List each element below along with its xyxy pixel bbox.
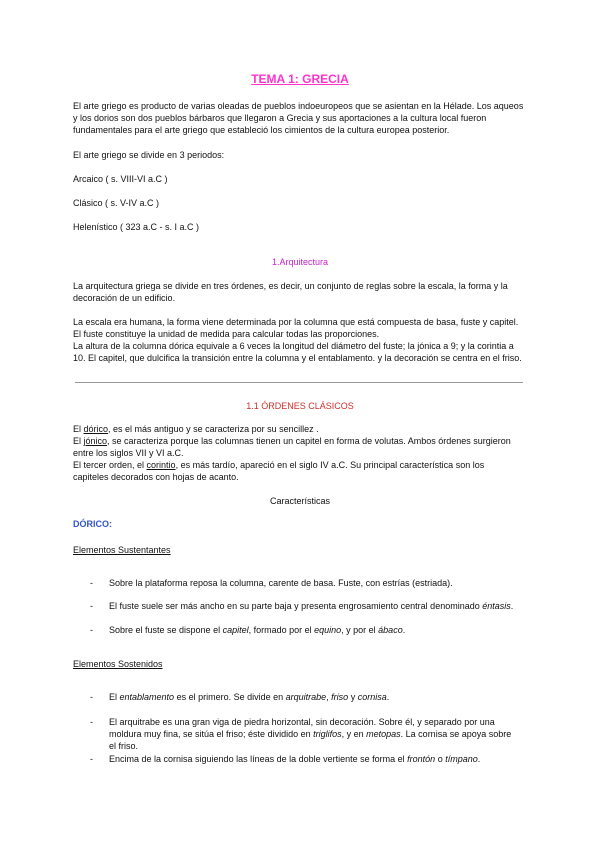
- arq-p2-line-3: La altura de la columna dórica equivale a 6 veces la longitud del diámetro del fuste; la jónica a 9; y la corintia a: [73, 341, 514, 351]
- caracteristicas-heading: Características: [269, 496, 331, 506]
- term-arquitrabe: arquitrabe: [285, 692, 327, 702]
- text-fragment: , formado por el: [248, 625, 315, 635]
- bullet-marker: -: [90, 717, 93, 727]
- term-entablamento: entablamento: [119, 692, 175, 702]
- term-metopas: metopas: [366, 729, 401, 739]
- term-corintio: corintio: [146, 460, 176, 470]
- sustentantes-item-1: Sobre la plataforma reposa la columna, carente de basa. Fuste, con estrías (estriada).: [109, 578, 453, 588]
- sostenidos-item-1: [109, 692, 389, 703]
- arq-p2-line-1: La escala era humana, la forma viene determinada por la columna que está compuesta de basa, fuste y capitel.: [73, 317, 519, 327]
- text-fragment: y: [348, 692, 358, 702]
- sustentantes-item-2: [109, 601, 513, 612]
- ordenes-line-1: [73, 424, 319, 435]
- ordenes-line-3: entre los siglos VII y VI a.C.: [73, 448, 184, 458]
- bullet-marker: -: [90, 625, 93, 635]
- text-fragment: , y por el: [341, 625, 379, 635]
- text-fragment: o: [435, 754, 446, 764]
- term-equino: equino: [314, 625, 342, 635]
- ordenes-line-5: capiteles decorados con hojas de acanto.: [73, 472, 239, 482]
- text-fragment: es el primero. Se divide en: [174, 692, 286, 702]
- doric-heading: DÓRICO:: [73, 519, 112, 529]
- text-fragment: .: [477, 754, 481, 764]
- sustentantes-heading: Elementos Sustentantes: [73, 545, 171, 555]
- term-dorico: dórico: [83, 424, 109, 434]
- section-heading-ordenes: 1.1 ÓRDENES CLÁSICOS: [246, 401, 354, 411]
- text-fragment: Sobre el fuste se dispone el: [109, 625, 223, 635]
- term-jonico: jónico: [83, 436, 108, 446]
- term-cornisa: cornisa: [357, 692, 387, 702]
- period-arcaico: Arcaico ( s. VIII-VI a.C ): [73, 174, 168, 184]
- sostenidos-item-2-line-1: El arquitrabe es una gran viga de piedra horizontal, sin decoración. Sobre él, y separado por una: [109, 717, 495, 727]
- text-fragment: El tercer orden, el: [73, 460, 147, 470]
- text-fragment: , y en: [341, 729, 367, 739]
- periods-intro: El arte griego se divide en 3 periodos:: [73, 150, 225, 160]
- term-triglifos: triglifos: [313, 729, 342, 739]
- ordenes-line-4: [73, 460, 484, 471]
- intro-line-1: El arte griego es producto de varias oleadas de pueblos indoeuropeos que se asientan en la Hélade. Los aqueos: [73, 101, 524, 111]
- period-helenistico: Helenístico ( 323 a.C - s. I a.C ): [73, 222, 200, 232]
- page-title: TEMA 1: GRECIA: [251, 72, 349, 86]
- bullet-marker: -: [90, 578, 93, 588]
- horizontal-divider: [75, 382, 523, 383]
- text-fragment: , es el más antiguo y se caracteriza por su sencillez .: [108, 424, 319, 434]
- term-timpano: tímpano: [445, 754, 478, 764]
- text-fragment: , se caracteriza porque las columnas tienen un capitel en forma de volutas. Ambos órdenes surgieron: [107, 436, 511, 446]
- sostenidos-item-2-line-2: [109, 729, 511, 740]
- text-fragment: .: [402, 625, 406, 635]
- sustentantes-item-3: [109, 625, 405, 636]
- text-fragment: .: [510, 601, 514, 611]
- text-fragment: El: [109, 692, 120, 702]
- sostenidos-item-3: [109, 754, 480, 765]
- text-fragment: El: [73, 436, 84, 446]
- term-capitel: capitel: [222, 625, 249, 635]
- term-fronton: frontón: [407, 754, 436, 764]
- sostenidos-heading: Elementos Sostenidos: [73, 659, 163, 669]
- period-clasico: Clásico ( s. V-IV a.C ): [73, 198, 160, 208]
- term-abaco: ábaco: [378, 625, 403, 635]
- section-heading-arquitectura: 1.Arquitectura: [271, 257, 329, 267]
- term-entasis: éntasis: [482, 601, 511, 611]
- text-fragment: Encima de la cornisa siguiendo las líneas de la doble vertiente se forma el: [109, 754, 408, 764]
- arq-p2-line-2: El fuste constituye la unidad de medida para calcular todas las proporciones.: [73, 329, 380, 339]
- arq-p1-line-1: La arquitectura griega se divide en tres órdenes, es decir, un conjunto de reglas sobre la escala, la forma y la: [73, 281, 508, 291]
- text-fragment: El fuste suele ser más ancho en su parte baja y presenta engrosamiento central denominado: [109, 601, 483, 611]
- bullet-marker: -: [90, 754, 93, 764]
- sostenidos-item-2-line-3: el friso.: [109, 741, 139, 751]
- ordenes-line-2: [73, 436, 511, 447]
- arq-p1-line-2: decoración de un edificio.: [73, 293, 176, 303]
- text-fragment: ,: [326, 692, 332, 702]
- text-fragment: . La cornisa se apoya sobre: [400, 729, 512, 739]
- bullet-marker: -: [90, 692, 93, 702]
- term-friso: friso: [331, 692, 349, 702]
- text-fragment: .: [386, 692, 390, 702]
- text-fragment: El: [73, 424, 84, 434]
- intro-line-2: y los dorios son dos pueblos bárbaros que llegaron a Grecia y sus aportaciones a la cultura local fueron: [73, 113, 487, 123]
- intro-line-3: fundamentales para el arte griego que estableció los cimientos de la cultura europea posterior.: [73, 125, 450, 135]
- text-fragment: moldura muy fina, se sitúa el friso; éste dividido en: [109, 729, 314, 739]
- bullet-marker: -: [90, 601, 93, 611]
- arq-p2-line-4: 10. El capitel, que dulcifica la transición entre la columna y el entablamento. y la decoración se centra en el friso.: [73, 353, 522, 363]
- text-fragment: , es más tardío, apareció en el siglo IV a.C. Su principal característica son los: [175, 460, 485, 470]
